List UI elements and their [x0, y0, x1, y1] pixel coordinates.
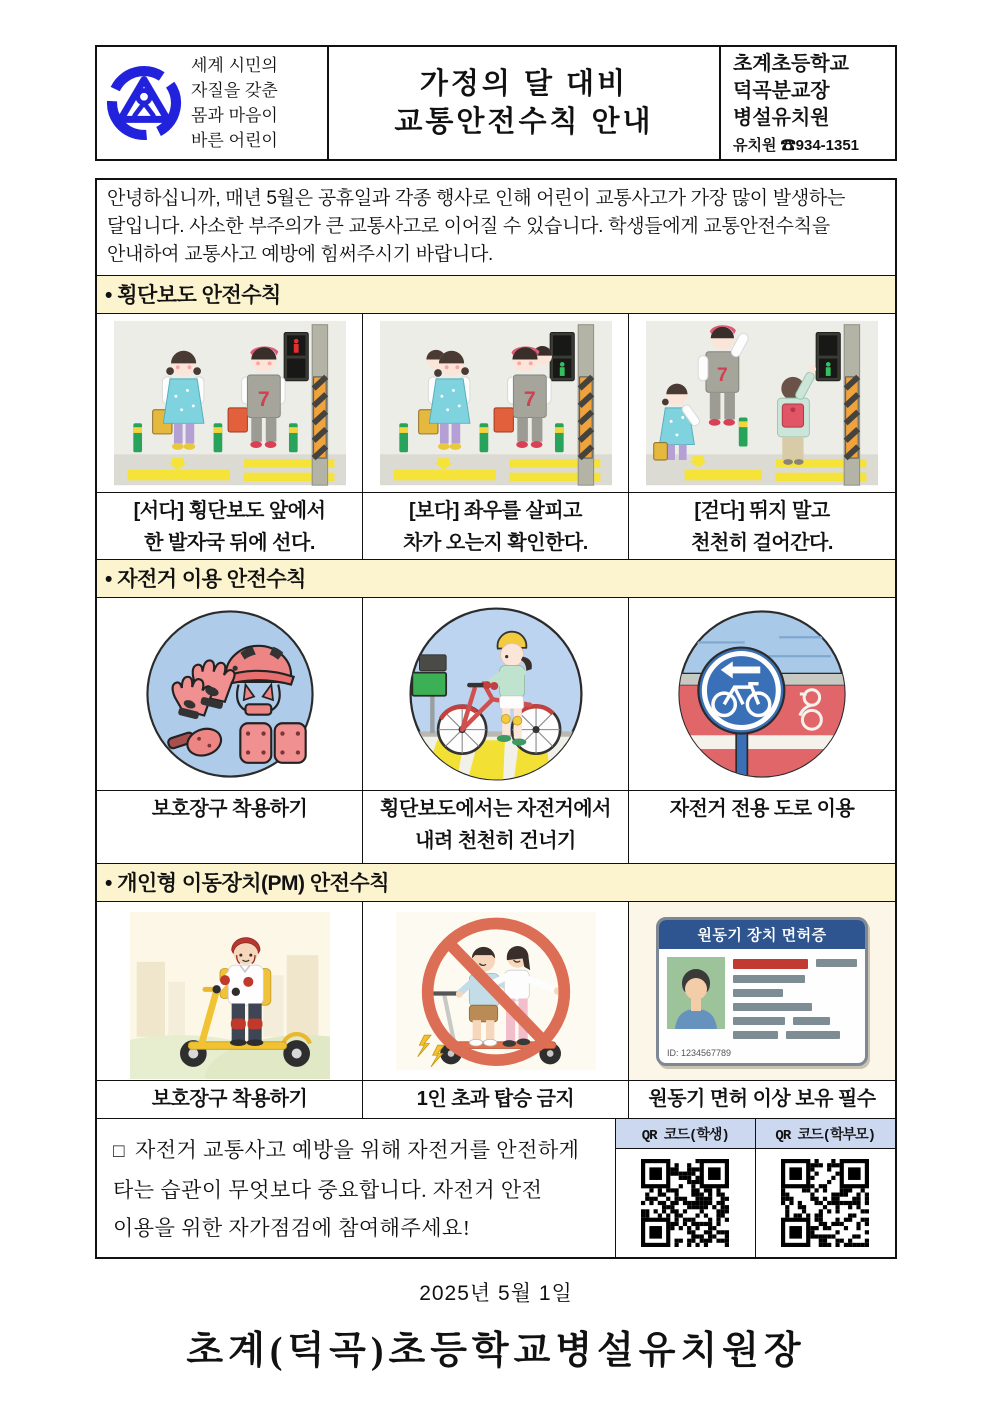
- bullet-icon: •: [105, 872, 112, 895]
- section-title: 개인형 이동장치(PM) 안전수칙: [117, 872, 390, 895]
- section-header-pm: [97, 864, 895, 902]
- checkbox-icon: □: [113, 1141, 125, 1162]
- qr-header-student: QR 코드(학생): [616, 1119, 756, 1149]
- section-header-bicycle: [97, 560, 895, 598]
- section-title: 횡단보도 안전수칙: [117, 284, 281, 307]
- svg-text:7: 7: [257, 386, 270, 411]
- motto-line: 바른 어린이: [191, 131, 278, 150]
- signature: 초계(덕곡)초등학교병설유치원장: [186, 1330, 806, 1372]
- crosswalk-caption-row: [97, 493, 895, 560]
- qr-code-parent: [781, 1159, 869, 1247]
- bullet-icon: •: [105, 284, 112, 307]
- title-line-2: 교통안전수칙 안내: [394, 106, 654, 138]
- pm-image-row: [97, 902, 895, 1081]
- caption-dismount: 횡단보도에서는 자전거에서 내려 천천히 건너기: [363, 791, 629, 863]
- license-id-text: ID: 1234567789: [667, 1047, 732, 1058]
- document: [95, 0, 897, 1374]
- license-photo: [667, 957, 725, 1029]
- notice-text: 자전거 교통사고 예방을 위해 자전거를 안전하게 타는 습관이 무엇보다 중요합니다. 자전거 안전 이용을 위한 자가점검에 참여해주세요!: [113, 1138, 580, 1240]
- illustration-look-both-ways: [363, 314, 629, 492]
- qr-cell-parent: [756, 1149, 896, 1257]
- illustration-walk-slowly: [629, 314, 895, 492]
- content-table: [95, 178, 897, 1259]
- svg-text:7: 7: [716, 364, 728, 386]
- qr-code-student: [641, 1159, 729, 1247]
- motto-line: 세계 시민의: [191, 56, 278, 75]
- document-header: [95, 45, 897, 161]
- header-left-cell: [97, 47, 329, 159]
- bollard: [554, 423, 563, 452]
- school-phone: 유치원 ☎934-1351: [733, 137, 860, 154]
- bollard: [288, 423, 297, 452]
- crosswalk-image-row: [97, 314, 895, 493]
- illustration-bike-lane: [629, 598, 895, 790]
- license-card-body: [659, 949, 865, 1047]
- caption-license-required: 원동기 면허 이상 보유 필수: [648, 1088, 876, 1110]
- bollard: [133, 423, 142, 452]
- intro-paragraph: 안녕하십니까, 매년 5월은 공휴일과 각종 행사로 인해 어린이 교통사고가 가장 많이 발생하는 달입니다. 사소한 부주의가 큰 교통사고로 이어질 수 있습니다. 학생들에게 교통안전수칙을 안내하여 교통사고 예방에 힘써주시기 바랍니다.: [97, 180, 895, 276]
- school-name-line: 초계초등학교: [733, 53, 849, 75]
- bicycle-image-row: [97, 598, 895, 791]
- caption-stand: [서다] 횡단보도 앞에서 한 발자국 뒤에 선다.: [97, 493, 363, 559]
- license-card-title: 원동기 장치 면허증: [659, 920, 865, 949]
- self-check-notice: [97, 1119, 615, 1257]
- header-title-cell: [329, 47, 721, 159]
- header-school-cell: [721, 47, 899, 159]
- page-title: [394, 65, 653, 141]
- bollard: [479, 423, 488, 452]
- bollard: [213, 423, 222, 452]
- caption-bike-lane: 자전거 전용 도로 이용: [669, 798, 855, 820]
- caption-no-two-riders: 1인 초과 탑승 금지: [363, 1081, 629, 1118]
- illustration-no-two-riders: [363, 902, 629, 1080]
- license-card-background: [629, 902, 895, 1080]
- school-motto: [191, 53, 278, 153]
- section-header-crosswalk: [97, 276, 895, 314]
- motto-line: 자질을 갖춘: [191, 81, 278, 100]
- license-card: [656, 917, 868, 1066]
- caption-walk: [걷다] 뛰지 말고 천천히 걸어간다.: [691, 500, 833, 554]
- svg-text:7: 7: [523, 386, 536, 411]
- bottom-row: [97, 1119, 895, 1257]
- illustration-scooter-gear: [97, 902, 363, 1080]
- caption-pm-gear: 보호장구 착용하기: [97, 1081, 363, 1118]
- bullet-icon: •: [105, 568, 112, 591]
- license-text-bars: [733, 957, 857, 1045]
- title-line-1: 가정의 달 대비: [419, 68, 629, 100]
- school-name-line: 덕곡분교장: [733, 80, 830, 102]
- qr-table: [615, 1119, 895, 1257]
- school-name-line: 병설유치원: [733, 107, 830, 129]
- bicycle-caption-row: [97, 791, 895, 864]
- qr-header-parent: QR 코드(학부모): [756, 1119, 896, 1149]
- school-logo-icon: [105, 64, 183, 142]
- illustration-walk-bike-crosswalk: [363, 598, 629, 790]
- caption-look: [보다] 좌우를 살피고 차가 오는지 확인한다.: [363, 493, 629, 559]
- caption-gear: 보호장구 착용하기: [97, 791, 363, 863]
- illustration-stand-at-crosswalk: [97, 314, 363, 492]
- illustration-protective-gear: [97, 598, 363, 790]
- document-date: 2025년 5월 1일: [419, 1282, 573, 1305]
- bollard: [739, 418, 748, 447]
- pm-caption-row: [97, 1081, 895, 1119]
- section-title: 자전거 이용 안전수칙: [117, 568, 306, 591]
- motto-line: 몸과 마음이: [191, 106, 278, 125]
- qr-cell-student: [616, 1149, 756, 1257]
- bollard: [399, 423, 408, 452]
- illustration-license-card: [629, 902, 895, 1080]
